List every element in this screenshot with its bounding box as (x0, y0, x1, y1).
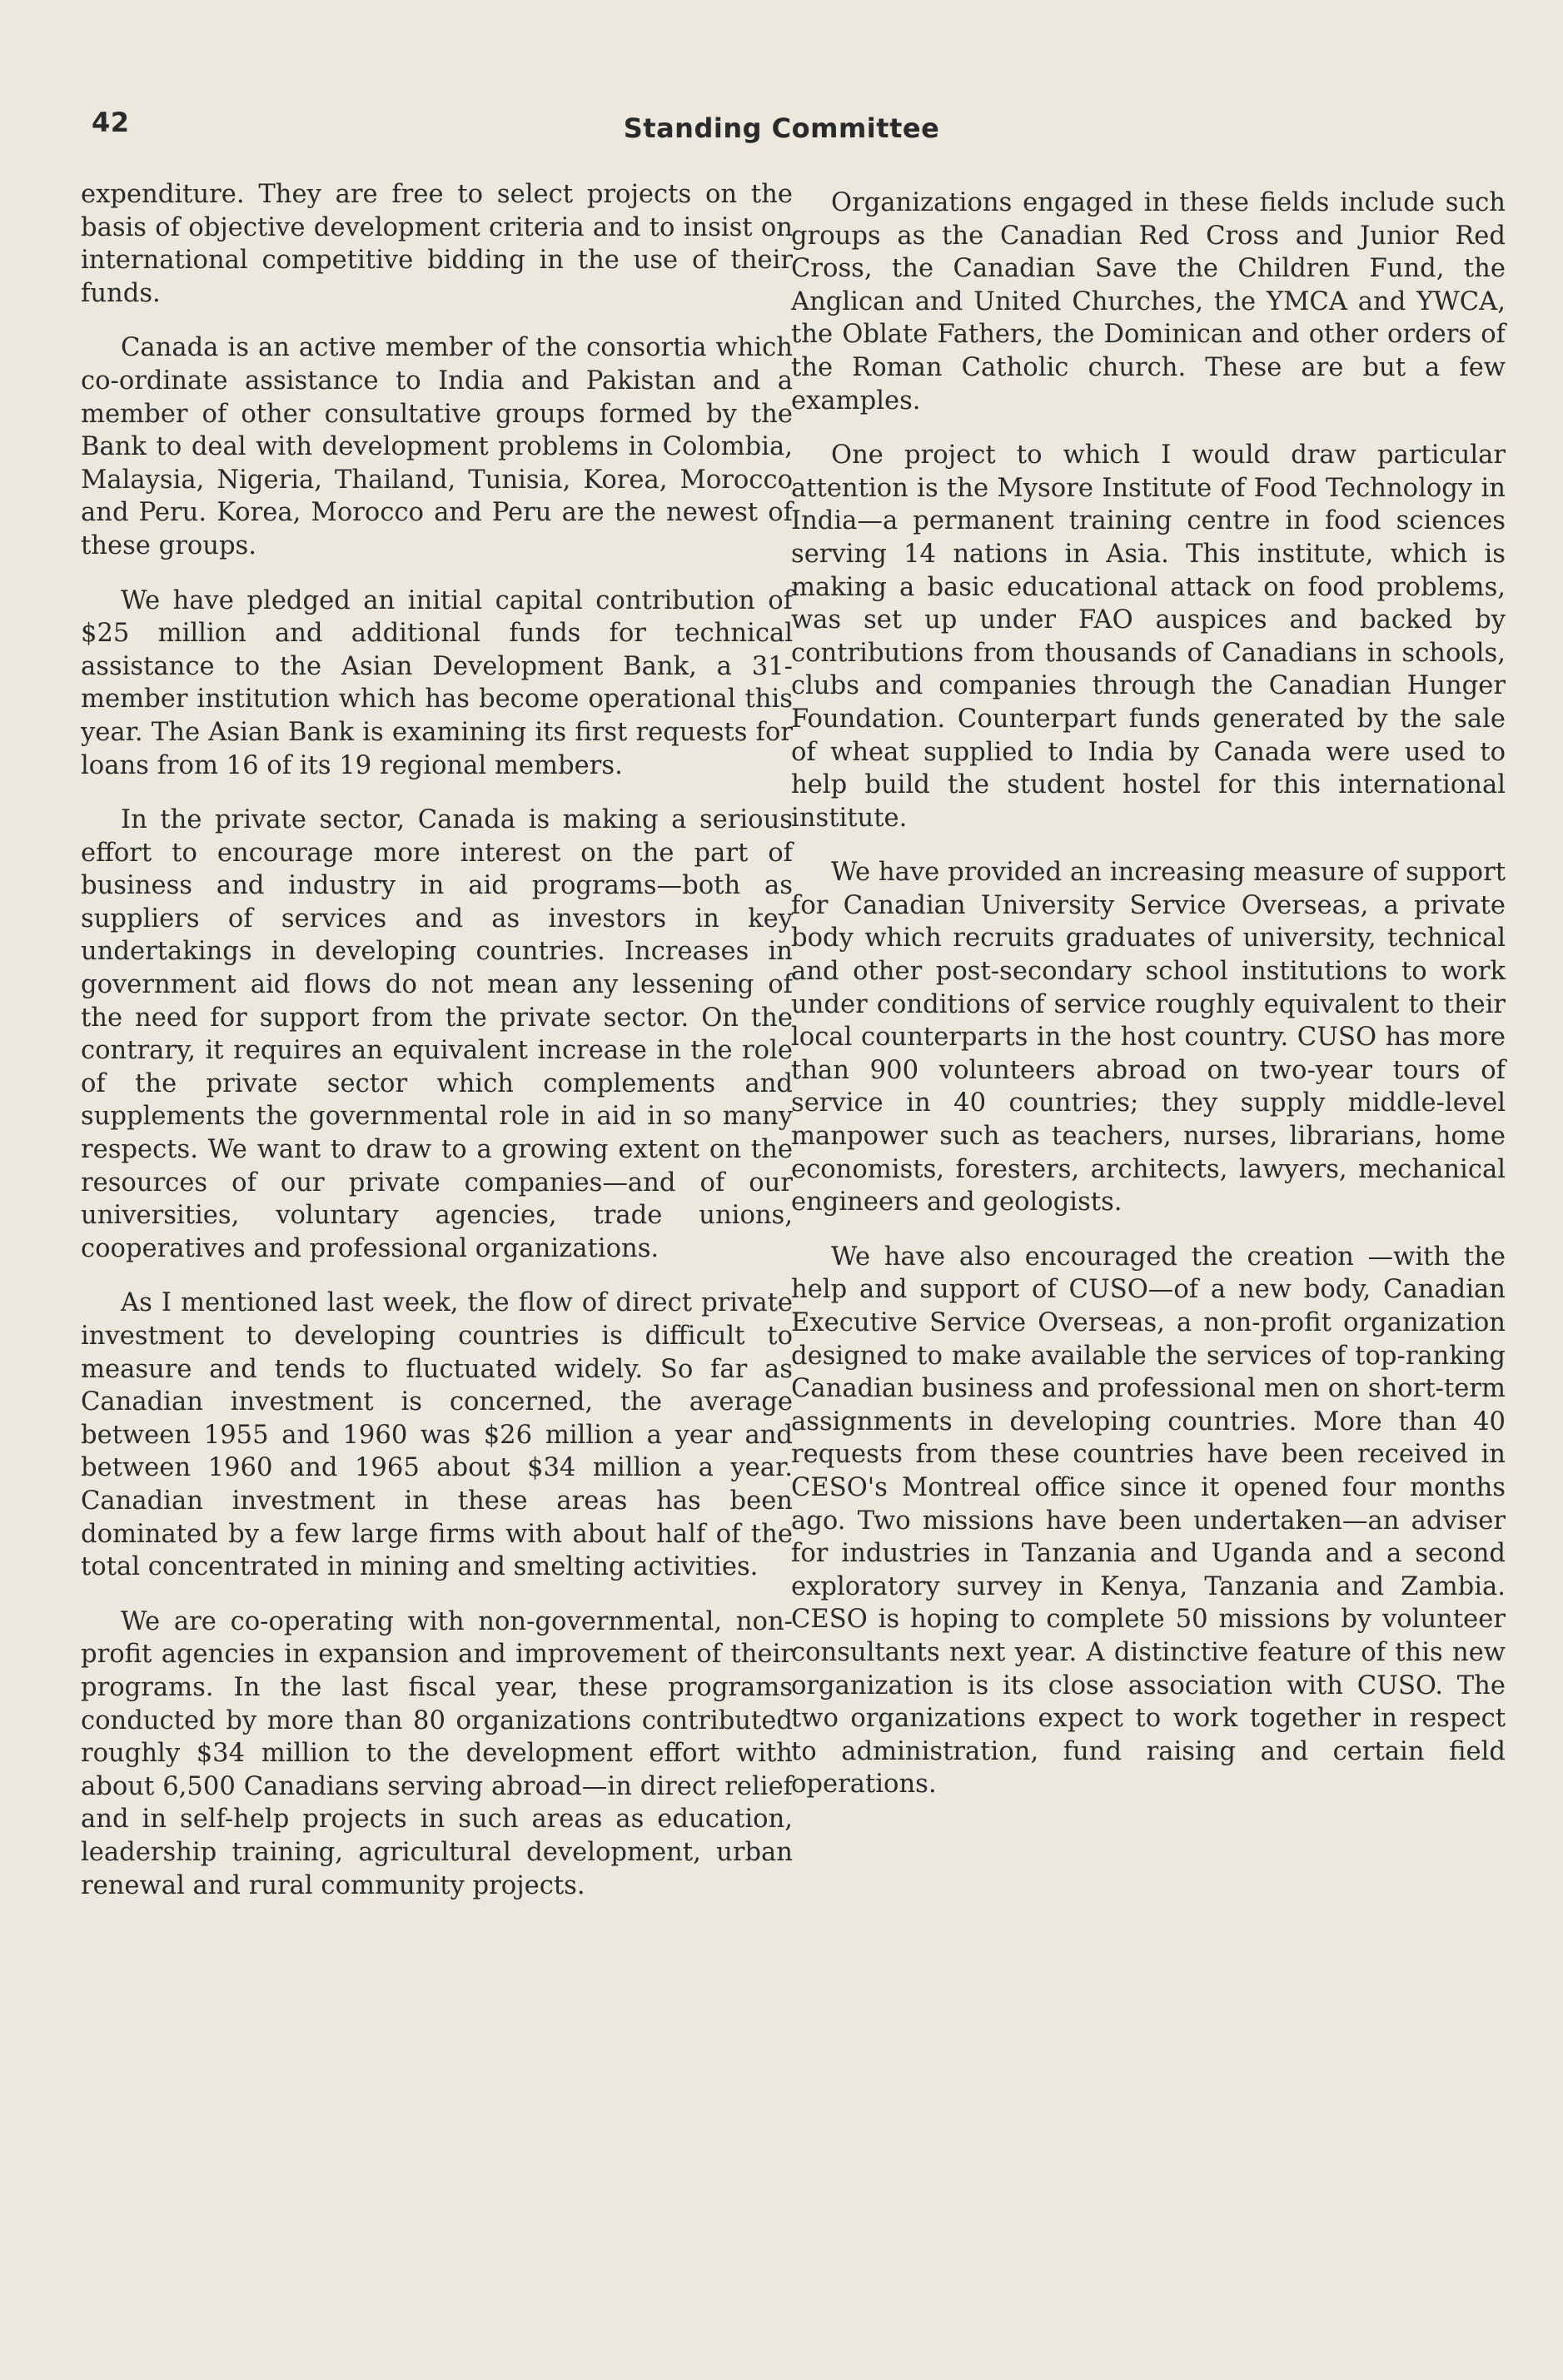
page-number: 42 (92, 107, 130, 138)
paragraph: In the private sector, Canada is making a serious effort to encourage more interest on the part of business and industry in aid programs—both as suppliers of services and as investors in key undertakings in developing countries. Increases in government aid flows do not mean any lessening of the need for support from the private sector. On the contrary, it requires an equivalent increase in the role of the private sector which complements and supplements the governmental role in aid in so many respects. We want to draw to a growing extent on the resources of our private companies—and of our universities, voluntary agencies, trade unions, cooperatives and professional organizations. (81, 805, 793, 1263)
paragraph: We have also encouraged the creation —with the help and support of CUSO—of a new body, Canadian Executive Service Overseas, a non-profit organization designed to make available the services of top-ranking Canadian business and professional men on short-term assignments in developing countries. More than 40 requests from these countries have been received in CESO's Montreal office since it opened four months ago. Two missions have been undertaken—an adviser for industries in Tanzania and Uganda and a second exploratory survey in Kenya, Tanzania and Zambia. CESO is hoping to complete 50 missions by volunteer consultants next year. A distinctive feature of this new organization is its close association with CUSO. The two organizations expect to work together in respect to administration, fund raising and certain field operations. (791, 1242, 1506, 1800)
paragraph: We are co-operating with non-governmental, non-profit agencies in expansion and improvement of their programs. In the last fiscal year, these programs conducted by more than 80 organizations contributed roughly $34 million to the development effort with about 6,500 Canadians serving abroad—in direct relief and in self-help projects in such areas as education, leadership training, agricultural development, urban renewal and rural community projects. (81, 1606, 793, 1900)
left-column (81, 178, 793, 1924)
paragraph: We have pledged an initial capital contribution of $25 million and additional funds for technical assistance to the Asian Development Bank, a 31-member institution which has become operational this year. The Asian Bank is examining its first requests for loans from 16 of its 19 regional members. (81, 585, 793, 780)
paragraph: One project to which I would draw particular attention is the Mysore Institute of Food Technology in India—a permanent training centre in food sciences serving 14 nations in Asia. This institute, which is making a basic educational attack on food problems, was set up under FAO auspices and backed by contributions from thousands of Canadians in schools, clubs and companies through the Canadian Hunger Foundation. Counterpart funds generated by the sale of wheat supplied to India by Canada were used to help build the student hostel for this international institute. (791, 441, 1506, 833)
right-column (791, 187, 1506, 1823)
paragraph: expenditure. They are free to select projects on the basis of objective development criteria and to insist on international competitive bidding in the use of their funds. (81, 180, 793, 308)
paragraph: We have provided an increasing measure of support for Canadian University Service Overseas, a private body which recruits graduates of university, technical and other post-secondary school institutions to work under conditions of service roughly equivalent to their local counterparts in the host country. CUSO has more than 900 volunteers abroad on two-year tours of service in 40 countries; they supply middle-level manpower such as teachers, nurses, librarians, home economists, foresters, architects, lawyers, mechanical engineers and geologists. (791, 858, 1506, 1217)
paragraph: Organizations engaged in these fields include such groups as the Canadian Red Cross and Junior Red Cross, the Canadian Save the Children Fund, the Anglican and United Churches, the YMCA and YWCA, the Oblate Fathers, the Dominican and other orders of the Roman Catholic church. These are but a few examples. (791, 188, 1506, 416)
running-head: Standing Committee (623, 112, 940, 144)
paragraph: As I mentioned last week, the flow of direct private investment to developing countries is difficult to measure and tends to fluctuated widely. So far as Canadian investment is concerned, the average between 1955 and 1960 was $26 million a year and between 1960 and 1965 about $34 million a year. Canadian investment in these areas has been dominated by a few large firms with about half of the total concentrated in mining and smelting activities. (81, 1288, 793, 1582)
paragraph: Canada is an active member of the consortia which co-ordinate assistance to India and Pakistan and a member of other consultative groups formed by the Bank to deal with development problems in Colombia, Malaysia, Nigeria, Thailand, Tunisia, Korea, Morocco and Peru. Korea, Morocco and Peru are the newest of these groups. (81, 333, 793, 560)
